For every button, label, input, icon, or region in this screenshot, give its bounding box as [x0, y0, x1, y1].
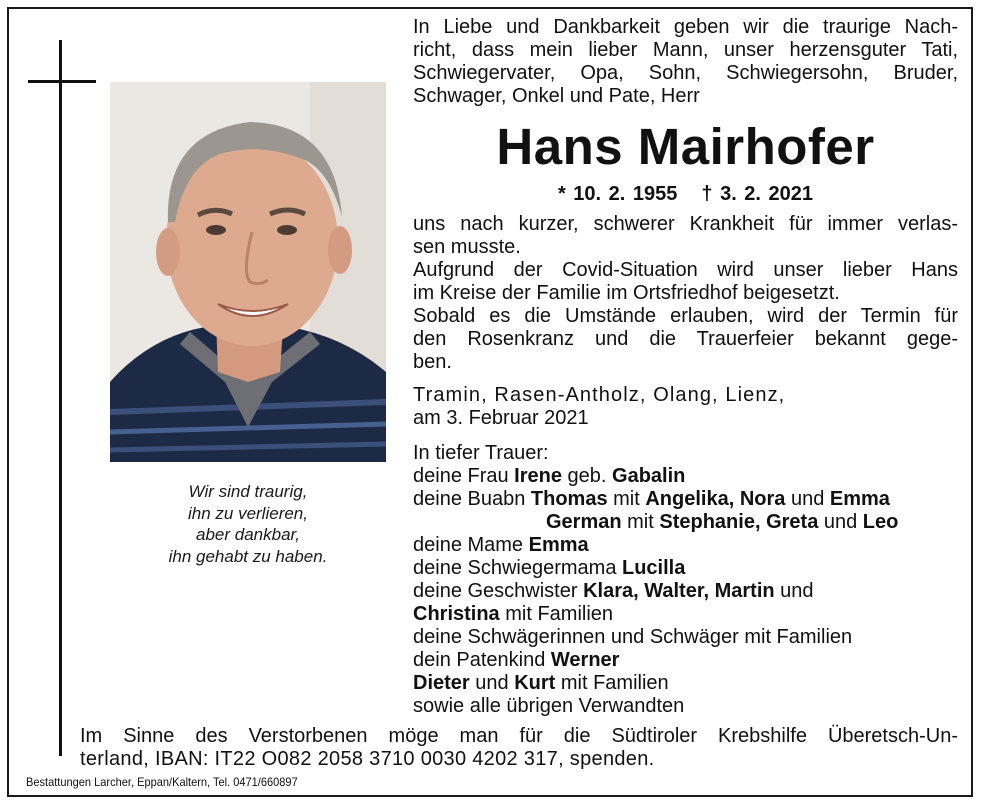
mourner-line: sowie alle übrigen Verwandten — [413, 695, 685, 717]
mourner-line: deine Geschwister Klara, Walter, Martin und — [413, 580, 814, 602]
mourner-line: deine Buabn Thomas mit Angelika, Nora und Emma — [413, 488, 890, 510]
deceased-name: Hans Mairhofer — [496, 118, 875, 175]
intro-text — [413, 16, 958, 108]
notice-body — [413, 213, 958, 374]
mourners-list — [413, 442, 958, 718]
quote-line: ihn zu verlieren, — [187, 503, 308, 523]
portrait-illustration — [110, 82, 386, 462]
date-line: am 3. Februar 2021 — [413, 407, 589, 429]
body-line: sen musste. — [413, 236, 521, 258]
mourner-line: German mit Stephanie, Greta und Leo — [546, 511, 899, 533]
funeral-home-credit: Bestattungen Larcher, Eppan/Kaltern, Tel. 0471/660897 — [26, 775, 298, 789]
mourner-line: deine Frau Irene geb. Gabalin — [413, 465, 686, 487]
donation-note — [80, 725, 958, 771]
body-line: ben. — [413, 351, 452, 373]
body-line: uns nach kurzer, schwerer Krankheit für immer verlas- — [413, 213, 958, 235]
mourners-heading: In tiefer Trauer: — [413, 442, 549, 464]
body-line: Aufgrund der Covid-Situation wird unser lieber Hans — [413, 259, 958, 281]
quote-line: Wir sind traurig, — [188, 482, 308, 501]
intro-line: In Liebe und Dankbarkeit geben wir die traurige Nach- — [413, 16, 958, 38]
place-and-date — [413, 384, 958, 430]
portrait-photo — [110, 82, 386, 462]
quote-line: ihn gehabt zu haben. — [168, 546, 328, 566]
quote-line: aber dankbar, — [196, 525, 300, 544]
birth-date: * 10. 2. 1955 — [557, 183, 678, 205]
mourner-line: deine Schwägerinnen und Schwäger mit Familien — [413, 626, 853, 648]
mourner-line: deine Mame Emma — [413, 534, 589, 556]
place-line: Tramin, Rasen-Antholz, Olang, Lienz, — [413, 384, 786, 406]
cross-icon-vertical — [59, 40, 62, 756]
intro-line: richt, dass mein lieber Mann, unser herzensguter Tati, — [413, 39, 958, 61]
body-line: im Kreise der Familie im Ortsfriedhof beigesetzt. — [413, 282, 840, 304]
mourner-line: deine Schwiegermama Lucilla — [413, 557, 686, 579]
memorial-quote — [110, 481, 386, 567]
donation-line: Im Sinne des Verstorbenen möge man für die Südtiroler Krebshilfe Überetsch-Un- — [80, 725, 958, 747]
death-date: † 3. 2. 2021 — [701, 183, 814, 205]
intro-line: Schwager, Onkel und Pate, Herr — [413, 85, 700, 107]
body-line: den Rosenkranz und die Trauerfeier bekannt gege- — [413, 328, 958, 350]
cross-icon-horizontal — [28, 80, 96, 83]
intro-line: Schwiegervater, Opa, Sohn, Schwiegersohn, Bruder, — [413, 62, 958, 84]
body-line: Sobald es die Umstände erlauben, wird der Termin für — [413, 305, 958, 327]
life-dates — [413, 182, 958, 206]
mourner-line: Christina mit Familien — [413, 603, 614, 625]
mourner-line: dein Patenkind Werner — [413, 649, 620, 671]
donation-line: terland, IBAN: IT22 O082 2058 3710 0030 4202 317, spenden. — [80, 748, 655, 770]
mourner-line: Dieter und Kurt mit Familien — [413, 672, 669, 694]
